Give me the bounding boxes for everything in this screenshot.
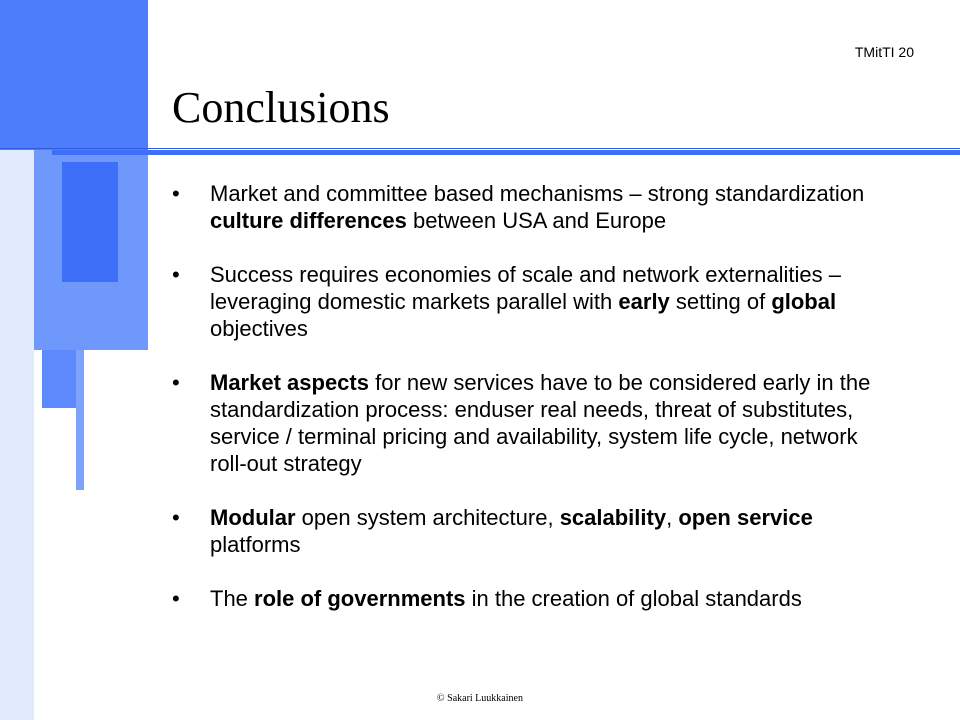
bullet-text-emphasis: Modular xyxy=(210,505,296,530)
bullet-text: objectives xyxy=(210,316,308,341)
bullet-item xyxy=(172,261,892,342)
decorative-block xyxy=(62,162,118,282)
title-divider xyxy=(52,150,960,155)
bullet-text: , xyxy=(666,505,679,530)
bullet-text-emphasis: scalability xyxy=(559,505,667,530)
bullet-item xyxy=(172,585,892,612)
slide-number: TMitTI 20 xyxy=(854,44,914,60)
bullet-text: Market and committee based mechanisms – strong standardization xyxy=(210,181,865,206)
decorative-block xyxy=(76,350,84,490)
bullet-text: open system architecture, xyxy=(295,505,560,530)
decorative-block xyxy=(0,0,148,150)
bullet-marker: • xyxy=(172,505,180,530)
bullet-text: between USA and Europe xyxy=(406,208,667,233)
bullet-text-emphasis: culture differences xyxy=(210,208,407,233)
bullet-text-emphasis: role of governments xyxy=(254,586,466,611)
bullet-marker: • xyxy=(172,586,180,611)
bullet-text-emphasis: global xyxy=(771,289,837,314)
decorative-bar xyxy=(0,150,34,720)
bullet-item xyxy=(172,369,892,477)
bullet-item xyxy=(172,180,892,234)
bullet-text-emphasis: Market aspects xyxy=(210,370,369,395)
bullet-list xyxy=(172,180,892,639)
bullet-text-emphasis: open service xyxy=(678,505,813,530)
bullet-text: in the creation of global standards xyxy=(465,586,802,611)
bullet-marker: • xyxy=(172,262,180,287)
bullet-text: Success requires economies of scale and network externalities – leveraging domestic markets parallel with xyxy=(210,262,841,314)
bullet-text: platforms xyxy=(210,532,301,557)
bullet-text-emphasis: early xyxy=(618,289,670,314)
slide-title: Conclusions xyxy=(172,83,390,132)
bullet-marker: • xyxy=(172,370,180,395)
title-divider-thin xyxy=(0,148,960,149)
bullet-text: The xyxy=(210,586,255,611)
bullet-marker: • xyxy=(172,181,180,206)
bullet-item xyxy=(172,504,892,558)
copyright-footer: © Sakari Luukkainen xyxy=(437,693,523,704)
bullet-text: setting of xyxy=(669,289,772,314)
bullet-text: for new services have to be considered early in the standardization process: enduser real needs, threat of substitutes, service / terminal pricing and availability, system life cycle, network roll-out strategy xyxy=(210,370,871,476)
decorative-block xyxy=(42,350,76,408)
